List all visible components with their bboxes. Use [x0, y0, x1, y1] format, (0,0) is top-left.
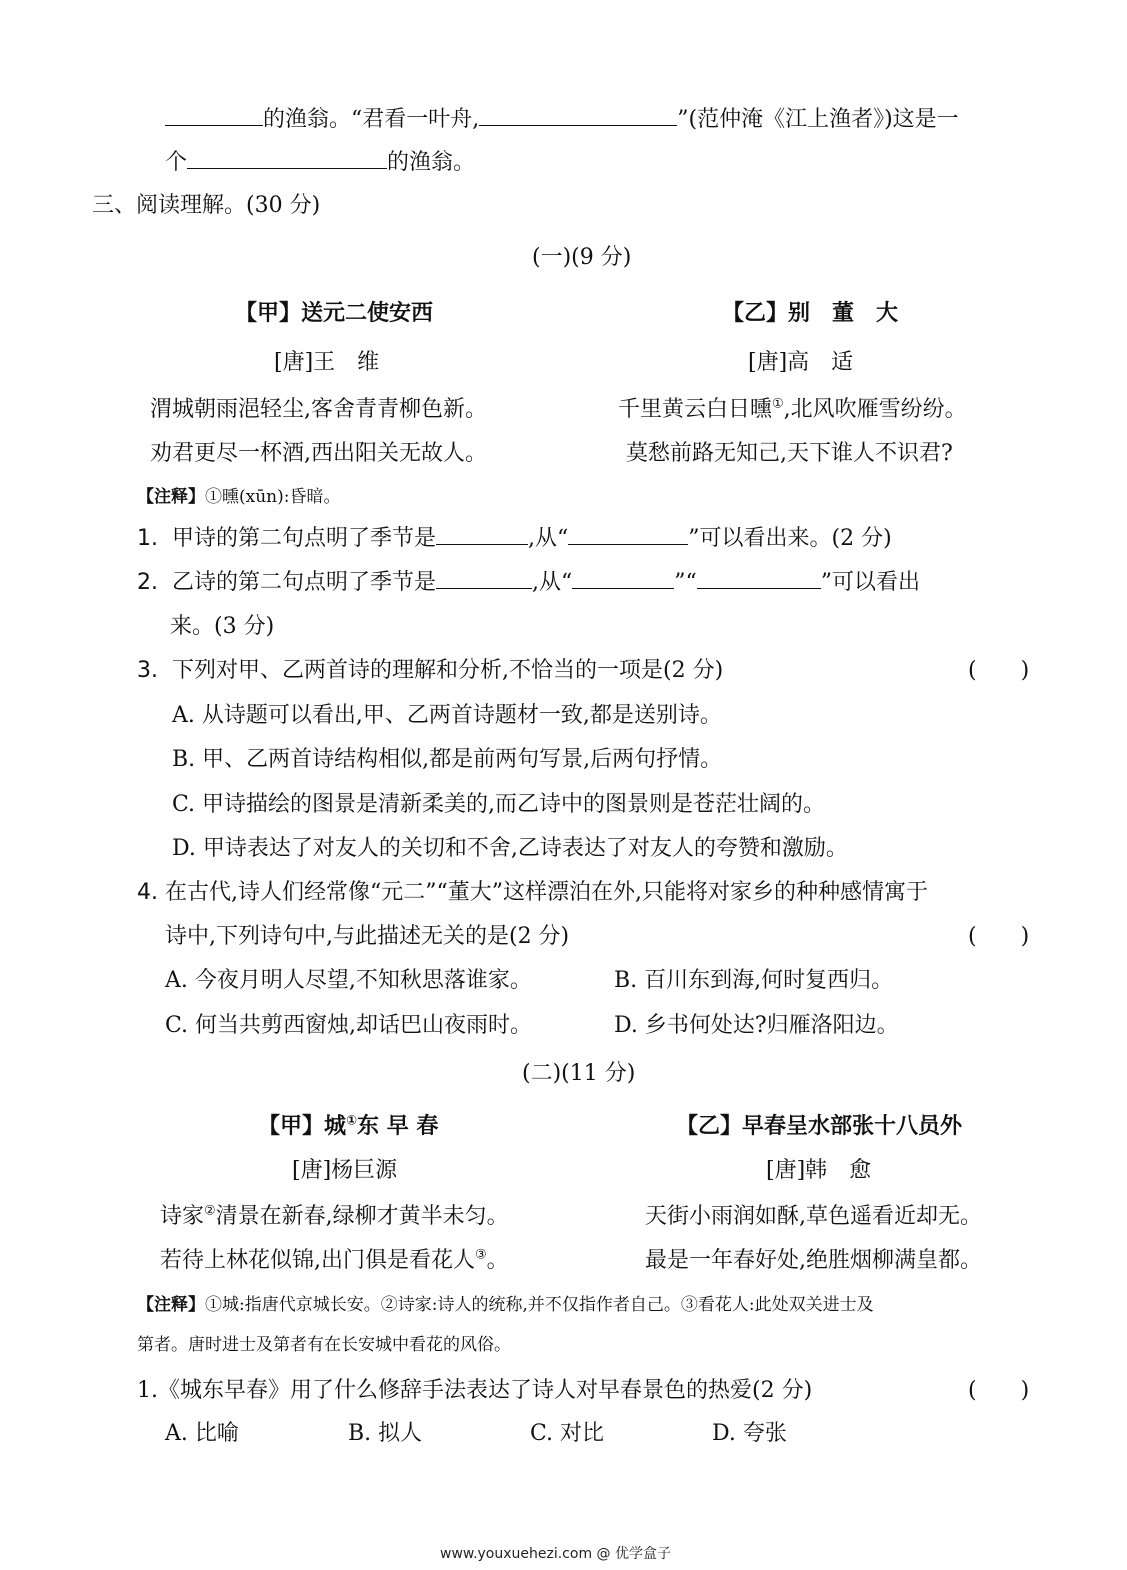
note: 【注释】①城:指唐代京城长安。②诗家:诗人的统称,并不仅指作者自己。③看花人:此处双关进士及: [137, 1295, 874, 1315]
poem-b-line2: 最是一年春好处,绝胜烟柳满皇都。: [645, 1248, 982, 1273]
part2-heading: (二)(11 分): [522, 1061, 636, 1086]
part1-heading: (一)(9 分): [532, 245, 632, 270]
answer-blank[interactable]: [436, 522, 528, 545]
option-a: A. 从诗题可以看出,甲、乙两首诗题材一致,都是送别诗。: [172, 703, 722, 728]
top-line-1: 的渔翁。“君看一叶舟, ”(范仲淹《江上渔者》)这是一: [165, 102, 959, 133]
poem-a-title: 【甲】送元二使安西: [235, 301, 434, 326]
option-b: B. 拟人: [348, 1421, 423, 1446]
option-a: A. 今夜月明人尽望,不知秋思落谁家。: [165, 968, 532, 993]
poem-a-line2: 若待上林花似锦,出门俱是看花人③。: [160, 1247, 509, 1273]
option-d: D. 夸张: [712, 1421, 787, 1446]
question-1: 1. 甲诗的第二句点明了季节是 ,从“ ”可以看出来。(2 分): [137, 521, 892, 552]
poem-b-author: [唐]韩 愈: [766, 1158, 872, 1183]
poem-a-author: [唐]王 维: [274, 350, 380, 375]
option-a: A. 比喻: [165, 1421, 239, 1446]
answer-paren[interactable]: ( ): [968, 924, 1030, 949]
question-3: 3. 下列对甲、乙两首诗的理解和分析,不恰当的一项是(2 分): [137, 658, 724, 683]
section-title: 三、阅读理解。(30 分): [92, 193, 321, 218]
poem-b-line1: 天街小雨润如酥,草色遥看近却无。: [645, 1204, 982, 1229]
answer-blank[interactable]: [697, 566, 821, 589]
option-d: D. 甲诗表达了对友人的关切和不舍,乙诗表达了对友人的夸赞和激励。: [172, 836, 848, 861]
question-4: 4. 在古代,诗人们经常像“元二”“董大”这样漂泊在外,只能将对家乡的种种感情寓于: [137, 880, 928, 905]
question-2: 2. 乙诗的第二句点明了季节是 ,从“ ”“ ”可以看出: [137, 565, 920, 596]
poem-a-line1: 诗家②清景在新春,绿柳才黄半未匀。: [160, 1203, 509, 1229]
option-c: C. 对比: [530, 1421, 605, 1446]
option-c: C. 甲诗描绘的图景是清新柔美的,而乙诗中的图景则是苍茫壮阔的。: [172, 792, 826, 817]
poem-b-line2: 莫愁前路无知己,天下谁人不识君?: [626, 441, 953, 466]
option-b: B. 甲、乙两首诗结构相似,都是前两句写景,后两句抒情。: [172, 747, 723, 772]
answer-blank[interactable]: [436, 566, 532, 589]
poem-b-title: 【乙】别 董 大: [722, 301, 899, 326]
question-2-cont: 来。(3 分): [170, 614, 275, 639]
answer-blank[interactable]: [572, 566, 674, 589]
poem-a-line1: 渭城朝雨浥轻尘,客舍青青柳色新。: [150, 397, 487, 422]
note-cont: 第者。唐时进士及第者有在长安城中看花的风俗。: [137, 1335, 511, 1355]
option-c: C. 何当共剪西窗烛,却话巴山夜雨时。: [165, 1013, 533, 1038]
note: 【注释】①曛(xūn):昏暗。: [137, 487, 341, 507]
top-line-2: 个 的渔翁。: [165, 145, 475, 176]
answer-paren[interactable]: ( ): [968, 658, 1030, 683]
answer-blank[interactable]: [165, 103, 263, 126]
answer-blank[interactable]: [479, 103, 677, 126]
poem-b-line1: 千里黄云白日曛①,北风吹雁雪纷纷。: [618, 396, 967, 422]
answer-blank[interactable]: [568, 522, 688, 545]
option-b: B. 百川东到海,何时复西归。: [614, 968, 894, 993]
poem-b-title: 【乙】早春呈水部张十八员外: [676, 1114, 963, 1139]
answer-blank[interactable]: [187, 146, 387, 169]
poem-a-author: [唐]杨巨源: [292, 1158, 398, 1183]
answer-paren[interactable]: ( ): [968, 1378, 1030, 1403]
poem-b-author: [唐]高 适: [748, 350, 854, 375]
poem-a-line2: 劝君更尽一杯酒,西出阳关无故人。: [150, 441, 487, 466]
question-1: 1.《城东早春》用了什么修辞手法表达了诗人对早春景色的热爱(2 分): [137, 1378, 813, 1403]
option-d: D. 乡书何处达?归雁洛阳边。: [614, 1013, 899, 1038]
question-4-cont: 诗中,下列诗句中,与此描述无关的是(2 分): [165, 924, 570, 949]
poem-a-title: 【甲】城①东 早 春: [258, 1113, 439, 1139]
footer-watermark: www.youxuehezi.com @ 优学盒子: [440, 1546, 671, 1562]
